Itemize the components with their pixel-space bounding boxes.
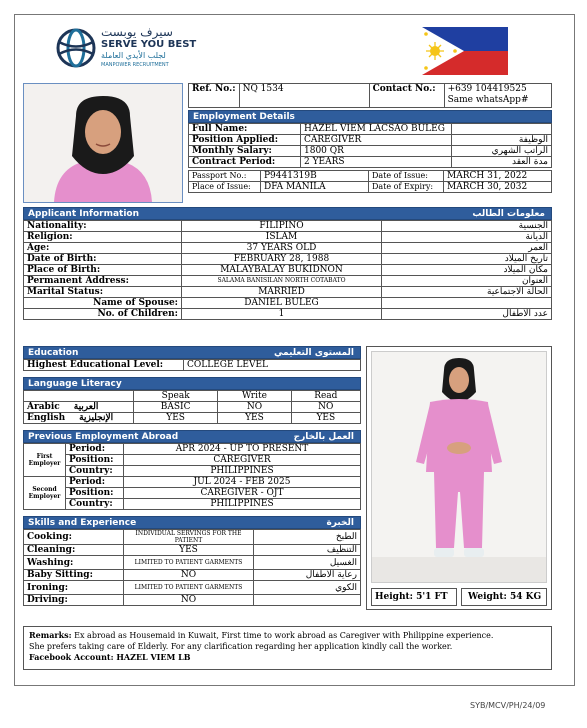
employment-label: Contract Period: — [189, 157, 301, 168]
skill-label: Cooking: — [24, 530, 124, 545]
first-country-label: Country: — [66, 466, 124, 477]
brand-name: SERVE YOU BEST — [101, 39, 197, 50]
education-title: Education — [28, 348, 79, 358]
issue-date-label: Date of Issue: — [369, 171, 444, 182]
skill-row — [24, 570, 361, 581]
language-label-ar: الإنجليزية — [79, 413, 114, 423]
employment-value: CAREGIVER — [301, 135, 452, 146]
applicant-label: Permanent Address: — [24, 276, 182, 287]
language-name — [24, 402, 134, 413]
previous-title: Previous Employment Abroad — [28, 432, 179, 442]
language-speak: YES — [134, 413, 218, 424]
skills-table — [23, 529, 361, 606]
spouse-label: Name of Spouse: — [24, 298, 182, 309]
skill-ar — [254, 595, 361, 606]
applicant-fullbody-icon — [372, 352, 546, 582]
applicant-value: MARRIED — [182, 287, 382, 298]
employment-ar: الوظيفة — [452, 135, 552, 146]
language-col-speak: Speak — [134, 391, 218, 402]
portrait-photo — [23, 83, 183, 203]
applicant-ar: الديانة — [382, 232, 552, 243]
applicant-table — [23, 220, 552, 320]
brand-arabic: سيرف يوبست — [101, 25, 173, 39]
children-value: 1 — [182, 309, 382, 320]
contact-whatsapp: Same whatsApp# — [447, 95, 529, 105]
applicant-label: Religion: — [24, 232, 182, 243]
applicant-value: ISLAM — [182, 232, 382, 243]
applicant-label: Date of Birth: — [24, 254, 182, 265]
children-label: No. of Children: — [24, 309, 182, 320]
skill-ar: رعاية الأطفال — [254, 570, 361, 581]
second-position: CAREGIVER - OJT — [124, 488, 361, 499]
brand-sub: MANPOWER RECRUITMENT — [101, 62, 169, 68]
remarks-label: Remarks: — [29, 630, 72, 640]
employment-row — [189, 146, 552, 157]
ref-label: Ref. No.: — [189, 84, 240, 108]
applicant-value: SALAMA BANISILAN NORTH COTABATO — [182, 276, 382, 287]
applicant-row — [24, 243, 552, 254]
employment-value: HAZEL VIEM LACSAO BULEG — [301, 124, 452, 135]
skill-ar: الطبخ — [254, 530, 361, 545]
education-label: Highest Educational Level: — [24, 360, 184, 371]
skill-value: INDIVIDUAL SERVINGS FOR THE PATIENT — [124, 530, 254, 545]
employment-header: Employment Details — [188, 110, 552, 123]
language-label: Arabic — [27, 402, 60, 412]
applicant-label: Nationality: — [24, 221, 182, 232]
height-value: Height: 5'1 FT — [371, 588, 457, 606]
employment-label: Full Name: — [189, 124, 301, 135]
employment-ar — [452, 124, 552, 135]
first-position-label: Position: — [66, 455, 124, 466]
skill-value: NO — [124, 595, 254, 606]
skill-ar: الغسيل — [254, 556, 361, 570]
second-country: PHILIPPINES — [124, 499, 361, 510]
fullbody-frame — [366, 346, 552, 610]
applicant-title: Applicant Information — [28, 209, 139, 219]
passport-label: Passport No.: — [189, 171, 261, 182]
philippine-flag-icon — [422, 27, 508, 75]
language-header: Language Literacy — [23, 377, 361, 390]
skill-label: Washing: — [24, 556, 124, 570]
applicant-ar: مكان الميلاد — [382, 265, 552, 276]
employment-value: 1800 QR — [301, 146, 452, 157]
applicant-row — [24, 276, 552, 287]
skills-header — [23, 516, 361, 529]
employment-row — [189, 135, 552, 146]
skill-label: Driving: — [24, 595, 124, 606]
applicant-value: FEBRUARY 28, 1988 — [182, 254, 382, 265]
language-write: NO — [218, 402, 291, 413]
education-table — [23, 359, 361, 371]
language-label: English — [27, 413, 66, 423]
applicant-header — [23, 207, 552, 220]
passport-value: P9441319B — [261, 171, 369, 182]
issue-date-value: MARCH 31, 2022 — [444, 171, 552, 182]
skill-label: Cleaning: — [24, 545, 124, 556]
remarks-line1 — [29, 630, 546, 641]
skill-value: NO — [124, 570, 254, 581]
employment-row — [189, 124, 552, 135]
employment-label: Monthly Salary: — [189, 146, 301, 157]
expiry-value: MARCH 30, 2032 — [444, 182, 552, 193]
second-period-label: Period: — [66, 477, 124, 488]
first-period: APR 2024 - UP TO PRESENT — [124, 444, 361, 455]
second-employer-label: Second Employer — [24, 477, 66, 510]
applicant-label: Marital Status: — [24, 287, 182, 298]
ref-contact-table — [188, 83, 552, 108]
previous-table — [23, 443, 361, 510]
applicant-label: Age: — [24, 243, 182, 254]
employment-ar: مدة العقد — [452, 157, 552, 168]
applicant-label: Place of Birth: — [24, 265, 182, 276]
second-period: JUL 2024 - FEB 2025 — [124, 477, 361, 488]
brand-arabic-sub: لجلب الأيدي العاملة — [101, 51, 166, 60]
fullbody-photo — [371, 351, 547, 583]
previous-title-ar: العمل بالخارج — [293, 432, 354, 442]
employment-ar: الراتب الشهري — [452, 146, 552, 157]
cv-page — [14, 14, 575, 686]
employment-block — [188, 83, 552, 193]
education-value: COLLEGE LEVEL — [184, 360, 361, 371]
applicant-ar: العمر — [382, 243, 552, 254]
remarks-line2: She prefers taking care of Elderly. For any clarification regarding her application kindly call the worker. — [29, 642, 453, 651]
contact-label: Contact No.: — [369, 84, 444, 108]
first-employer-label: First Employer — [24, 444, 66, 477]
language-table — [23, 390, 361, 424]
language-col-write: Write — [218, 391, 291, 402]
contact-number: +639 104419525 — [447, 84, 527, 94]
applicant-row — [24, 221, 552, 232]
skill-ar: الكوي — [254, 581, 361, 595]
applicant-title-ar: معلومات الطالب — [472, 209, 545, 219]
second-position-label: Position: — [66, 488, 124, 499]
contact-value — [444, 84, 551, 108]
language-write: YES — [218, 413, 291, 424]
applicant-value: 37 YEARS OLD — [182, 243, 382, 254]
brand-logo — [55, 25, 215, 71]
skill-label: Baby Sitting: — [24, 570, 124, 581]
education-title-ar: المستوى التعليمي — [273, 348, 354, 358]
applicant-row — [24, 287, 552, 298]
language-speak: BASIC — [134, 402, 218, 413]
first-country: PHILIPPINES — [124, 466, 361, 477]
skill-row — [24, 545, 361, 556]
employment-table — [188, 123, 552, 168]
language-read: YES — [291, 413, 360, 424]
second-country-label: Country: — [66, 499, 124, 510]
skill-label: Ironing: — [24, 581, 124, 595]
weight-value: Weight: 54 KG — [461, 588, 547, 606]
employment-value: 2 YEARS — [301, 157, 452, 168]
first-period-label: Period: — [66, 444, 124, 455]
remarks-box — [23, 626, 552, 670]
issue-place-value: DFA MANILA — [261, 182, 369, 193]
applicant-ar: العنوان — [382, 276, 552, 287]
ref-value: NQ 1534 — [239, 84, 369, 108]
skills-title-ar: الخبرة — [326, 518, 354, 528]
skill-ar: التنظيف — [254, 545, 361, 556]
employment-row — [189, 157, 552, 168]
language-row — [24, 402, 361, 413]
skill-row — [24, 556, 361, 570]
skills-title: Skills and Experience — [28, 518, 137, 528]
language-read: NO — [291, 402, 360, 413]
applicant-value: FILIPINO — [182, 221, 382, 232]
lower-left-column — [23, 346, 361, 606]
skill-row — [24, 581, 361, 595]
facebook-account: Facebook Account: HAZEL VIEM LB — [29, 652, 191, 662]
education-header — [23, 346, 361, 359]
applicant-ar: الجنسية — [382, 221, 552, 232]
spouse-ar — [382, 298, 552, 309]
spouse-value: DANIEL BULEG — [182, 298, 382, 309]
expiry-label: Date of Expiry: — [369, 182, 444, 193]
applicant-value: MALAYBALAY BUKIDNON — [182, 265, 382, 276]
applicant-row — [24, 254, 552, 265]
applicant-portrait-icon — [24, 84, 182, 202]
passport-table — [188, 170, 552, 193]
children-ar: عدد الأطفال — [382, 309, 552, 320]
employment-label: Position Applied: — [189, 135, 301, 146]
previous-header — [23, 430, 361, 443]
applicant-row — [24, 265, 552, 276]
language-name — [24, 413, 134, 424]
language-row — [24, 413, 361, 424]
skill-value: LIMITED TO PATIENT GARMENTS — [124, 556, 254, 570]
applicant-ar: الحالة الاجتماعية — [382, 287, 552, 298]
language-corner — [24, 391, 134, 402]
language-col-read: Read — [291, 391, 360, 402]
skill-value: LIMITED TO PATIENT GARMENTS — [124, 581, 254, 595]
skill-row — [24, 530, 361, 545]
applicant-ar: تاريخ الميلاد — [382, 254, 552, 265]
globe-icon — [55, 27, 97, 69]
footer-code: SYB/MCV/PH/24/09 — [470, 701, 546, 710]
skill-row — [24, 595, 361, 606]
language-label-ar: العربية — [73, 402, 99, 412]
first-position: CAREGIVER — [124, 455, 361, 466]
issue-place-label: Place of Issue: — [189, 182, 261, 193]
applicant-row — [24, 232, 552, 243]
applicant-section — [23, 207, 552, 320]
remarks-text1: Ex abroad as Housemaid in Kuwait, First time to work abroad as Caregiver with Philippine experience. — [74, 631, 494, 640]
skill-value: YES — [124, 545, 254, 556]
